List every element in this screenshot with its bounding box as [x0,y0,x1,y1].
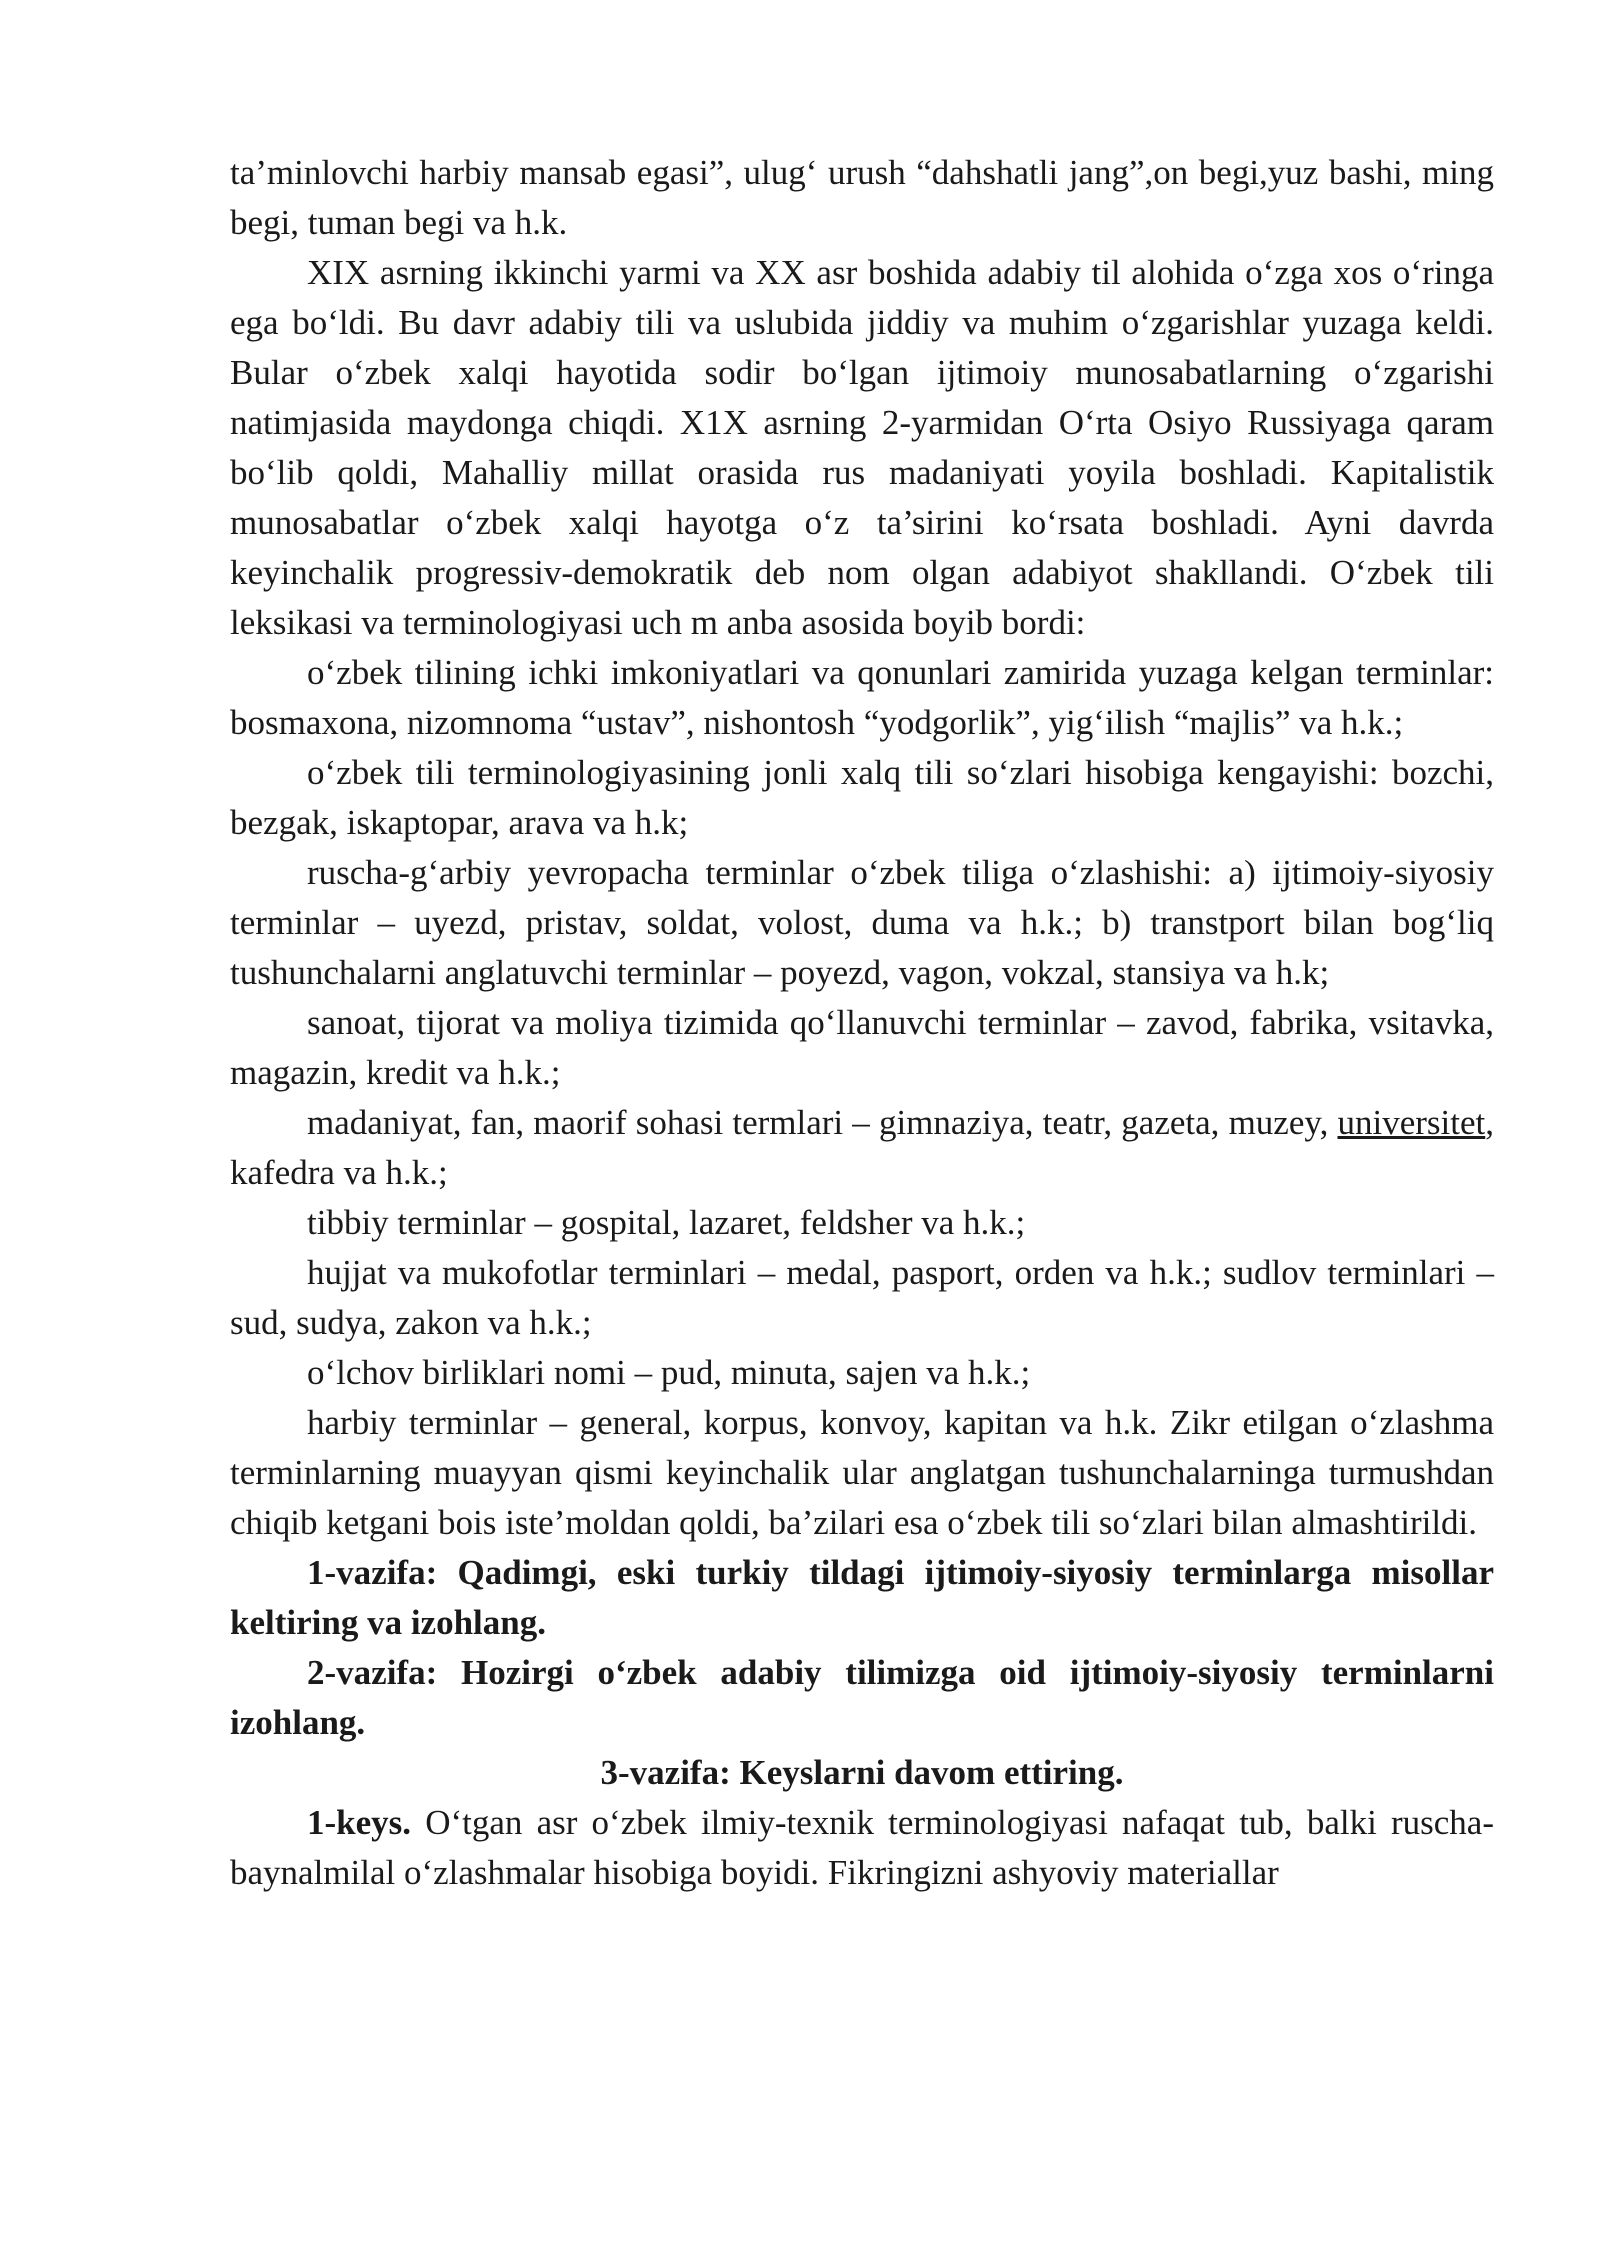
case-1 [230,1798,1494,1898]
paragraph-3: o‘zbek tilining ichki imkoniyatlari va qonunlari zamirida yuzaga kelgan terminlar: bosmaxona, nizomnoma “ustav”, nishontosh “yodgorlik”, yig‘ilish “majlis” va h.k.; [230,653,1494,742]
underlined-word: universitet [1337,1103,1486,1142]
case-1-label: 1-keys. [307,1803,412,1842]
paragraph-8: tibbiy terminlar – gospital, lazaret, feldsher va h.k.; [307,1203,1026,1242]
task-1: 1-vazifa: Qadimgi, eski turkiy tildagi ijtimoiy-siyosiy terminlarga misollar keltiring va izohlang. [230,1553,1494,1642]
task-2: 2-vazifa: Hozirgi o‘zbek adabiy tilimizga oid ijtimoiy-siyosiy terminlarni izohlang. [230,1653,1494,1742]
paragraph-1: ta’minlovchi harbiy mansab egasi”, ulug‘ urush “dahshatli jang”,on begi,yuz bashi, ming begi, tuman begi va h.k. [230,153,1494,242]
paragraph-11: harbiy terminlar – general, korpus, konvoy, kapitan va h.k. Zikr etilgan o‘zlashma terminlarning muayyan qismi keyinchalik ular anglatgan tushunchalarninga turmushdan chiqib ketgani bois iste’moldan qoldi, ba’zilari esa o‘zbek tili so‘zlari bilan almashtirildi. [230,1403,1494,1542]
document-page [230,148,1494,1898]
paragraph-2: XIX asrning ikkinchi yarmi va XX asr boshida adabiy til alohida o‘zga xos o‘ringa ega bo‘ldi. Bu davr adabiy tili va uslubida jiddiy va muhim o‘zgarishlar yuzaga keldi. Bular o‘zbek xalqi hayotida sodir bo‘lgan ijtimoiy munosabatlarning o‘zgarishi natimjasida maydonga chiqdi. X1X asrning 2-yarmidan O‘rta Osiyo Russiyaga qaram bo‘lib qoldi, Mahalliy millat orasida rus madaniyati yoyila boshladi. Kapitalistik munosabatlar o‘zbek xalqi hayotga o‘z ta’sirini ko‘rsata boshladi. Ayni davrda keyinchalik progressiv-demokratik deb nom olgan adabiyot shakllandi. O‘zbek tili leksikasi va terminologiyasi uch m anba asosida boyib bordi: [230,253,1494,642]
paragraph-7-text-a: madaniyat, fan, maorif sohasi termlari – gimnaziya, teatr, gazeta, muzey, [307,1103,1338,1142]
paragraph-7-text-b: , kafedra va h.k.; [230,1103,1494,1192]
paragraph-5: ruscha-g‘arbiy yevropacha terminlar o‘zbek tiliga o‘zlashishi: a) ijtimoiy-siyosiy terminlar – uyezd, pristav, soldat, volost, duma va h.k.; b) transtport bilan bog‘liq tushunchalarni anglatuvchi terminlar – poyezd, vagon, vokzal, stansiya va h.k; [230,853,1494,992]
paragraph-9: hujjat va mukofotlar terminlari – medal, pasport, orden va h.k.; sudlov terminlari – sud, sudya, zakon va h.k.; [230,1253,1494,1342]
paragraph-6: sanoat, tijorat va moliya tizimida qo‘llanuvchi terminlar – zavod, fabrika, vsitavka, magazin, kredit va h.k.; [230,1003,1494,1092]
paragraph-10: o‘lchov birliklari nomi – pud, minuta, sajen va h.k.; [307,1353,1031,1392]
paragraph-4: o‘zbek tili terminologiyasining jonli xalq tili so‘zlari hisobiga kengayishi: bozchi, bezgak, iskaptopar, arava va h.k; [230,753,1494,842]
paragraph-7 [230,1098,1494,1198]
case-1-text: O‘tgan asr o‘zbek ilmiy-texnik terminologiyasi nafaqat tub, balki ruscha-baynalmilal o‘zlashmalar hisobiga boyidi. Fikringizni ashyoviy materiallar [230,1803,1494,1892]
task-3: 3-vazifa: Keyslarni davom ettiring. [600,1753,1124,1792]
